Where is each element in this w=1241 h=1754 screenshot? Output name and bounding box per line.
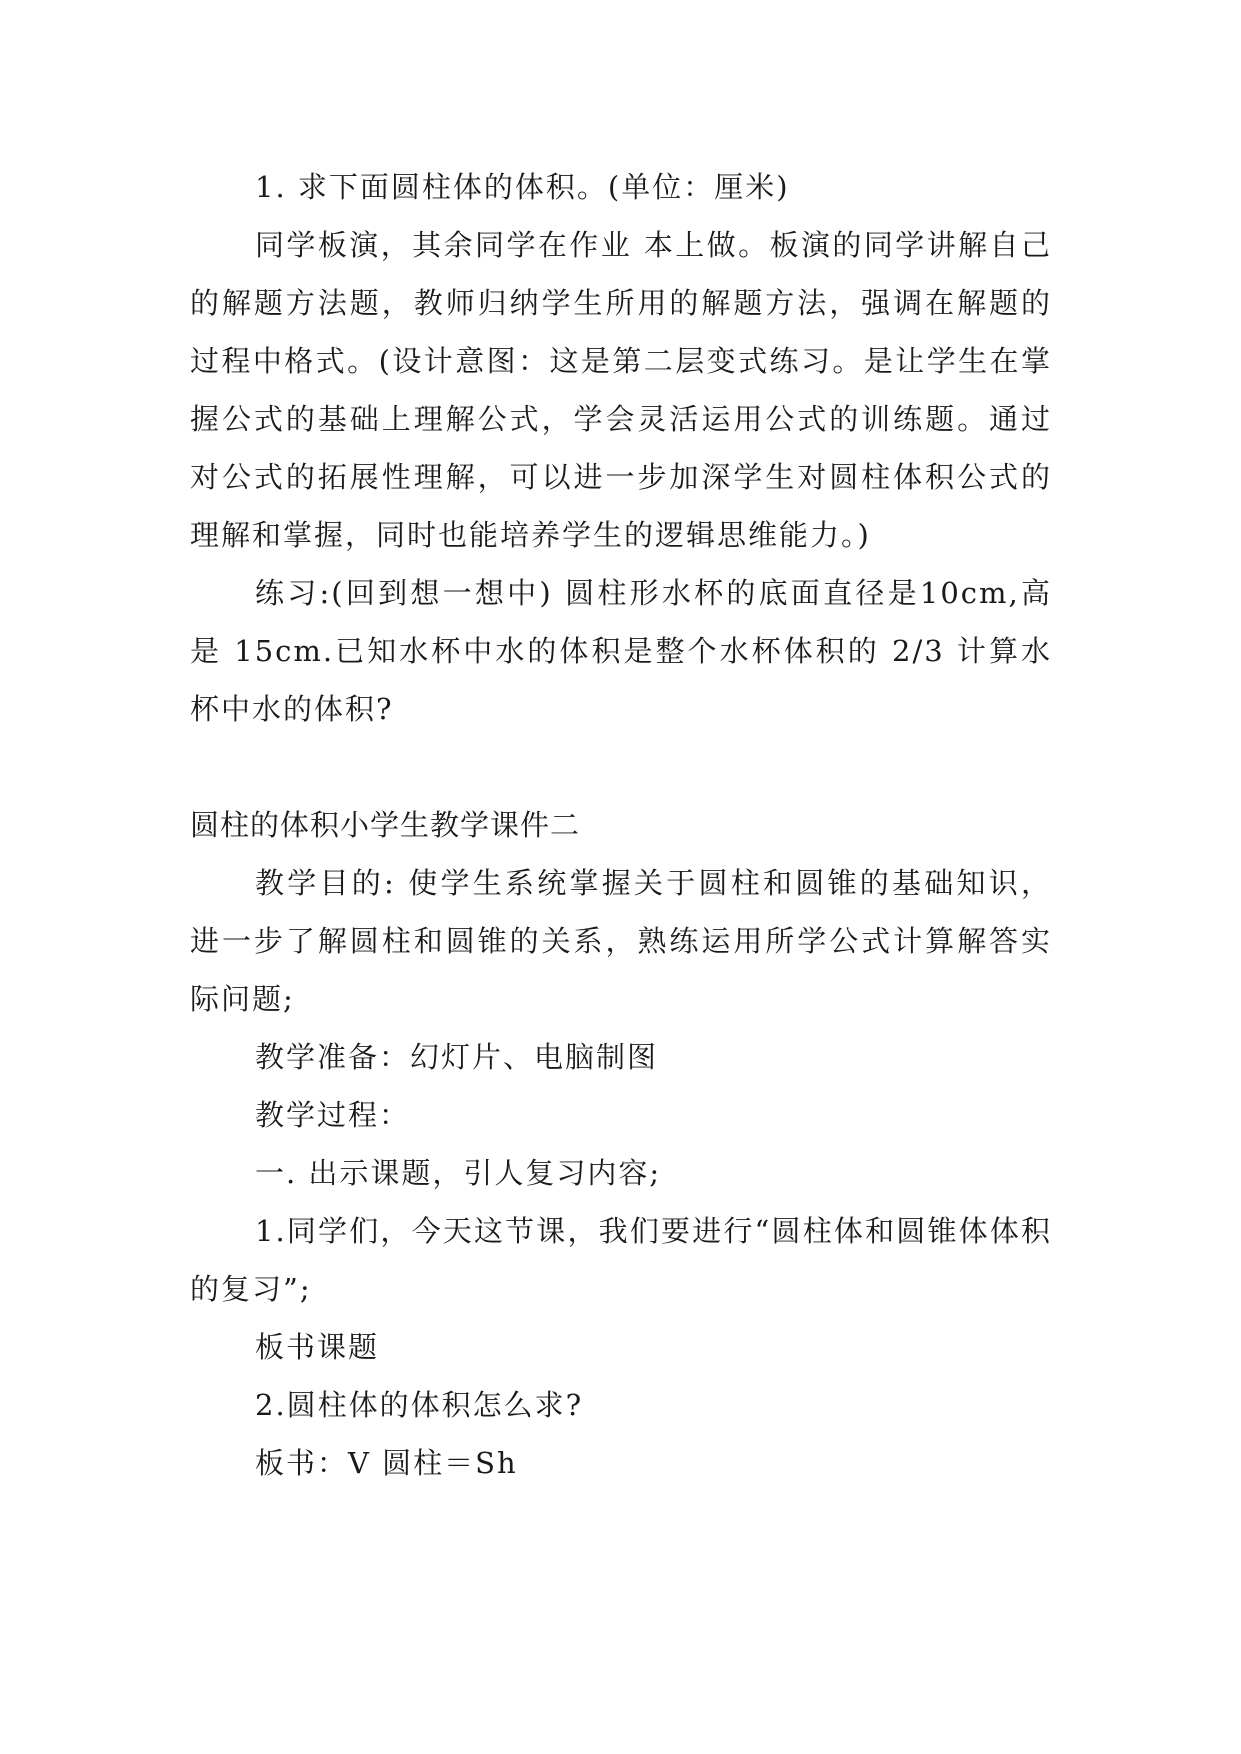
teaching-process-label: 教学过程： bbox=[255, 1098, 411, 1132]
board-title-note: 板书课题 bbox=[255, 1330, 380, 1364]
teaching-objective: 教学目的: 使学生系统掌握关于圆柱和圆锥的基础知识，进一步了解圆柱和圆锥的关系，熟练运用所学公式计算解答实际问题; bbox=[190, 866, 1052, 1016]
step-one-item-1: 1.同学们，今天这节课，我们要进行“圆柱体和圆锥体体积的复习”; bbox=[190, 1214, 1052, 1306]
section-title: 圆柱的体积小学生教学课件二 bbox=[190, 808, 581, 842]
board-formula: 板书：V 圆柱＝Sh bbox=[255, 1446, 518, 1480]
step-one-heading: 一. 出示课题，引人复习内容; bbox=[255, 1156, 662, 1190]
document-page bbox=[190, 158, 1052, 1492]
step-one-item-2: 2.圆柱体的体积怎么求? bbox=[255, 1388, 584, 1422]
exercise-question: 1. 求下面圆柱体的体积。(单位：厘米) bbox=[255, 170, 790, 204]
board-demo-paragraph: 同学板演，其余同学在作业 本上做。板演的同学讲解自己的解题方法题，教师归纳学生所用的解题方法，强调在解题的过程中格式。(设计意图：这是第二层变式练习。是让学生在掌握公式的基础上理解公式，学会灵活运用公式的训练题。通过对公式的拓展性理解，可以进一步加深学生对圆柱体积公式的理解和掌握，同时也能培养学生的逻辑思维能力。) bbox=[190, 228, 1052, 552]
teaching-preparation: 教学准备：幻灯片、电脑制图 bbox=[255, 1040, 659, 1074]
practice-problem: 练习:(回到想一想中) 圆柱形水杯的底面直径是10cm,高是 15cm.已知水杯中水的体积是整个水杯体积的 2/3 计算水杯中水的体积? bbox=[190, 576, 1052, 726]
